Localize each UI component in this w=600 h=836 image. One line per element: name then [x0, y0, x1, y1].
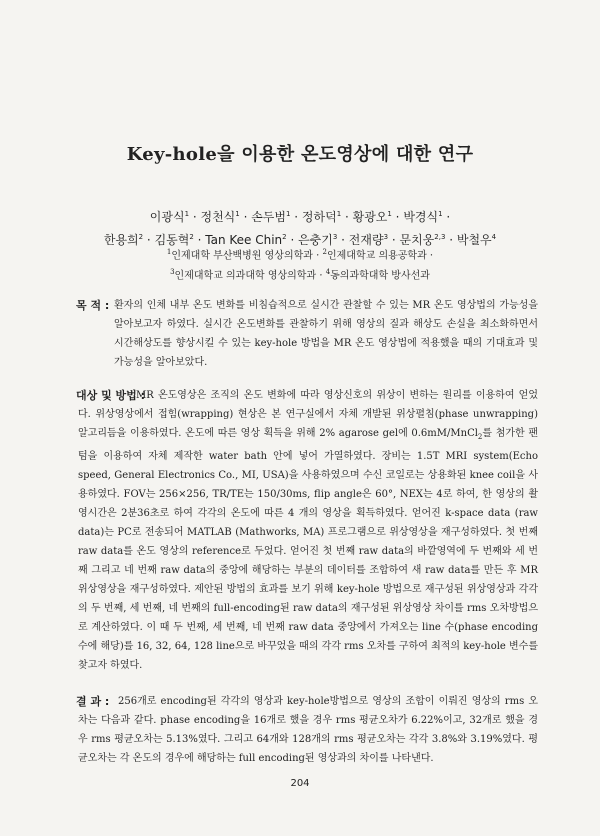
author-line-1: 이광식$^1$ · 정천식$^1$ · 손두범$^1$ · 정하덕$^1$ · 황광오$^1$ · 박경식$^1$ ·: [149, 210, 451, 224]
affiliation-list: [60, 244, 540, 285]
results-section: [78, 692, 538, 768]
affiliation: 인제대학교 의과대학 영상의학과: [174, 270, 317, 282]
section-label: 대상 및 방법 :: [76, 389, 146, 402]
section-label: 목 적 :: [76, 299, 110, 312]
author: 손두범$^1$: [251, 210, 291, 224]
author: 이광식$^1$: [149, 210, 190, 224]
page-number: 204: [290, 778, 310, 789]
section-label: 결 과 :: [76, 695, 110, 708]
author: 박철우$^4$: [456, 233, 497, 247]
paper-title: Key-hole을 이용한 온도영상에 대한 연구: [126, 144, 474, 165]
purpose-section: [78, 296, 538, 372]
author-line-2: 한용희$^2$ · 김동혁$^2$ · Tan Kee Chin$^2$ · 은충기$^3$ · 전재량$^3$ · 문치웅$^{2,3}$ · 박철우$^4$: [103, 233, 497, 247]
author: 박경식$^1$: [403, 210, 443, 224]
author: 정하덕$^1$: [301, 210, 342, 224]
author: 정천식$^1$: [200, 210, 240, 224]
author: 김동혁$^2$: [154, 233, 194, 247]
affiliation-line-1: $^1$인제대학 부산백병원 영상의학과 · $^2$인제대학교 의용공학과 ·: [166, 248, 434, 262]
affiliation: 동의과학대학 방사선과: [330, 270, 430, 282]
affiliation: 인제대학교 의용공학과: [326, 250, 427, 262]
author: 전재량$^3$: [348, 233, 389, 247]
section-body: MR 온도영상은 조직의 온도 변화에 따라 영상신호의 위상이 변하는 원리를 이용하여 얻었다. 위상영상에서 접힘(wrapping) 현상은 본 연구실에서 자체 개발된 위상펼침(phase unwrapping) 알고리듬을 이용하였다. 온도에 따른 영상 획득을 위해 2% agarose gel에 0.6mM/MnCl$_2$를 첨가한 팬텀을 이용하여 자체 제작한 water bath 안에 넣어 가열하였다. 장비는 1.5T MRI system(Echo speed, General Electronics Co., MI, USA)을 사용하였으며 수신 코일로는 상용화된 knee coil을 사용하였다. FOV는 256×256, TR/TE는 150/30ms, flip angle은 60°, NEX는 4로 하여, 한 영상의 촬영시간은 2분36초로 하여 각각의 온도에 따른 4 개의 영상을 획득하였다. 얻어진 k-space data (raw data)는 PC로 전송되어 MATLAB (Mathworks, MA) 프로그램으로 위상영상을 재구성하였다. 첫 번째 raw data를 온도 영상의 reference로 두었다. 얻어진 첫 번째 raw data의 바깥영역에 두 번째와 세 번째 그리고 네 번째 raw data의 중앙에 해당하는 부분의 데이터를 조합하여 새 raw data를 만든 후 MR 위상영상을 재구성하였다. 제안된 방법의 효과를 보기 위해 key-hole 방법으로 재구성된 위상영상과 각각의 두 번째, 세 번째, 네 번째의 full-encoding된 raw data의 재구성된 위상영상 차이를 rms 오차방법으로 계산하였다. 이 때 두 번째, 세 번째, 네 번째 raw data 중앙에서 가져오는 line 수(phase encoding 수에 해당)를 16, 32, 64, 128 line으로 바꾸었을 때의 각각 rms 오차를 구하여 최적의 key-hole 변수를 찾고자 하였다.: [78, 390, 538, 671]
affiliation: 인제대학 부산백병원 영상의학과: [171, 250, 313, 262]
author: 황광오$^1$: [352, 210, 392, 224]
section-body: 256개로 encoding된 각각의 영상과 key-hole방법으로 영상의 조합이 이뤄진 영상의 rms 오차는 다음과 같다. phase encoding을 16개로 했을 경우 rms 평균오차가 6.22%이고, 32개로 했을 경우 rms 평균오차는 5.13%였다. 그리고 64개와 128개의 rms 평균오차는 각각 3.8%와 3.19%였다. 평균오차는 각 온도의 경우에 해당하는 full encoding된 영상과의 차이를 나타낸다.: [78, 696, 538, 764]
author: 한용희$^2$: [103, 233, 144, 247]
affiliation-line-2: $^3$인제대학교 의과대학 영상의학과 · $^4$동의과학대학 방사선과: [170, 268, 430, 282]
section-body: 환자의 인체 내부 온도 변화를 비침습적으로 실시간 관찰할 수 있는 MR 온도 영상법의 가능성을 알아보고자 하였다. 실시간 온도변화를 관찰하기 위해 영상의 질과 해상도 손실을 최소화하면서 시간해상도를 향상시킬 수 있는 key-hole 방법을 MR 온도 영상법에 적용했을 때의 기대효과 및 가능성을 알아보았다.: [114, 300, 538, 368]
author: 문치웅$^{2,3}$: [399, 233, 446, 247]
methods-section: [78, 386, 538, 675]
author: Tan Kee Chin$^2$: [205, 233, 287, 247]
author: 은충기$^3$: [298, 233, 338, 247]
